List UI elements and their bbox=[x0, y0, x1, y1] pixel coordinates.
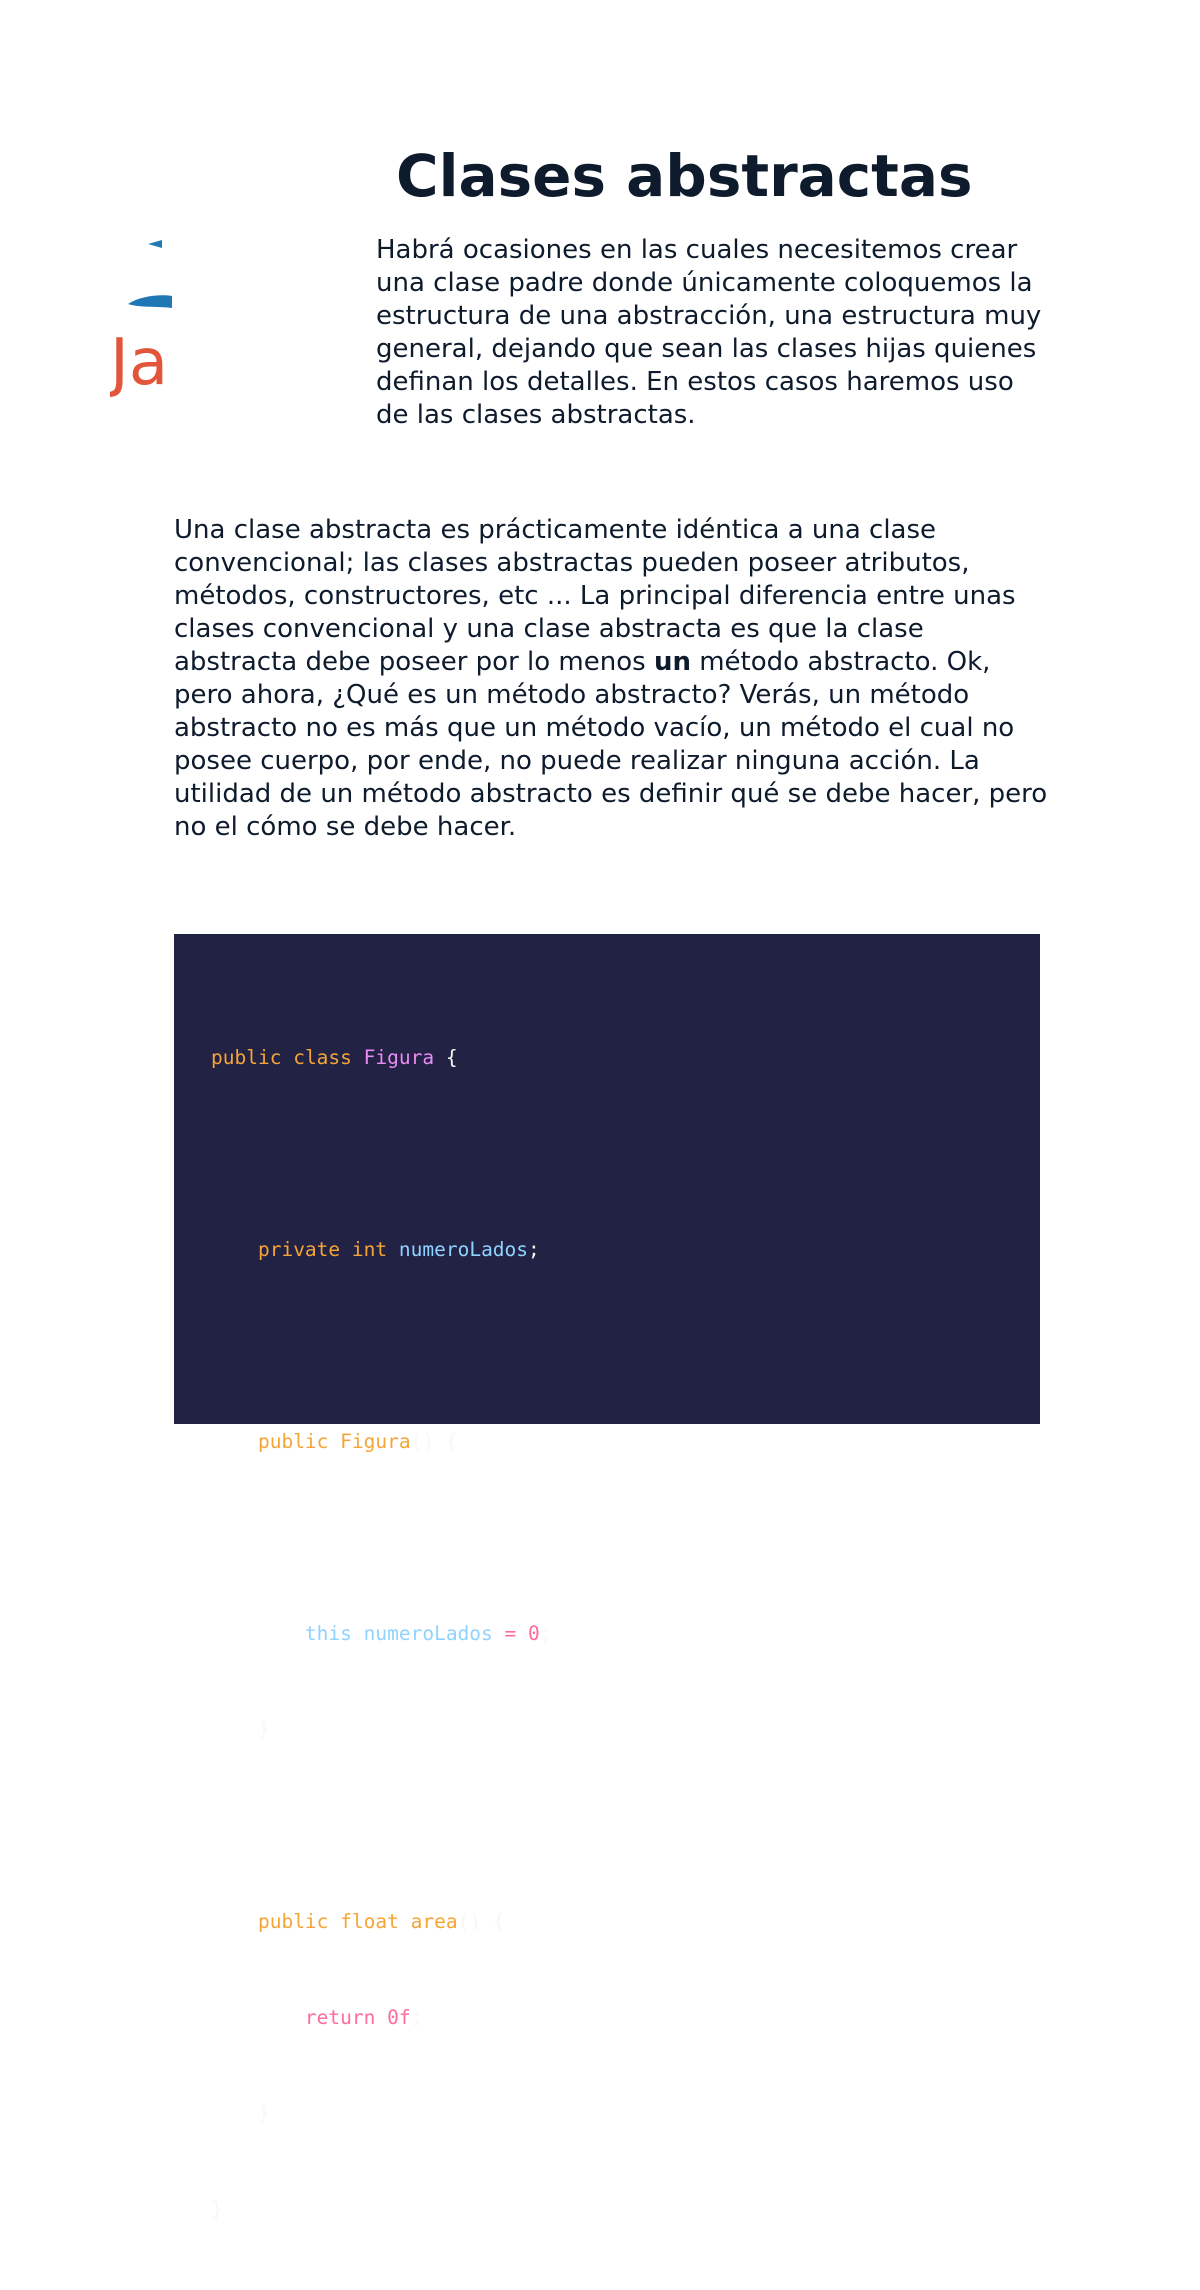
code-keyword-this: this bbox=[304, 1622, 352, 1645]
code-line-5 bbox=[211, 1714, 552, 1746]
code-punctuation: ; bbox=[539, 1622, 552, 1645]
code-variable: numeroLados bbox=[398, 1238, 529, 1261]
logo-text: Ja bbox=[110, 326, 169, 400]
cup-top-icon bbox=[148, 240, 162, 248]
code-keyword: int bbox=[351, 1238, 388, 1261]
code-content bbox=[211, 978, 552, 2290]
java-logo bbox=[110, 148, 172, 438]
code-operator: = bbox=[492, 1622, 529, 1645]
code-function-name: area bbox=[410, 1910, 458, 1933]
code-line-1 bbox=[211, 1042, 552, 1074]
code-number: 0 bbox=[528, 1622, 540, 1645]
logo-float-space bbox=[174, 234, 376, 432]
code-keyword: public bbox=[257, 1430, 329, 1453]
code-punctuation: () { bbox=[457, 1910, 505, 1933]
intro-paragraph bbox=[174, 234, 1054, 432]
code-keyword: private bbox=[257, 1238, 341, 1261]
code-punctuation: ; bbox=[410, 2006, 423, 2029]
code-line-7 bbox=[211, 2002, 552, 2034]
code-punctuation: () { bbox=[410, 1430, 458, 1453]
code-keyword: class bbox=[293, 1046, 352, 1069]
java-logo-icon bbox=[110, 148, 172, 438]
code-punctuation: . bbox=[351, 1622, 364, 1645]
body-paragraph-part-1: Una clase abstracta es prácticamente idéntica a una clase convencional; las clases abstractas pueden poseer atributos, métodos, constructores, etc ... La principal diferencia entre unas clases convencional y una clase abstracta es que la clase abstracta debe poseer por lo menos bbox=[174, 515, 1016, 677]
code-line-2 bbox=[211, 1234, 552, 1266]
code-punctuation: ; bbox=[528, 1238, 540, 1261]
code-block bbox=[174, 934, 1040, 2221]
intro-text: Habrá ocasiones en las cuales necesitemos crear una clase padre donde únicamente coloquemos la estructura de una abstracción, una estructura muy general, dejando que sean las clases hijas quienes definan los detalles. En estos casos haremos uso de las clases abstractas. bbox=[376, 235, 1042, 430]
code-line-6 bbox=[211, 1906, 552, 1938]
code-punctuation: { bbox=[434, 1046, 458, 1069]
code-line-3 bbox=[211, 1426, 552, 1458]
code-line-8 bbox=[211, 2098, 552, 2130]
code-keyword: float bbox=[340, 1910, 399, 1933]
code-keyword: public bbox=[257, 1910, 329, 1933]
code-number: 0f bbox=[387, 2006, 411, 2029]
code-line-empty bbox=[211, 1810, 552, 1842]
code-line-empty bbox=[211, 1330, 552, 1362]
code-class-name: Figura bbox=[363, 1046, 435, 1069]
code-line-4 bbox=[211, 1618, 552, 1650]
code-brace: } bbox=[211, 2198, 223, 2221]
code-line-empty bbox=[211, 1522, 552, 1554]
page-title: Clases abstractas bbox=[396, 142, 973, 210]
body-paragraph bbox=[174, 514, 1054, 844]
code-variable: numeroLados bbox=[363, 1622, 493, 1645]
cup-plate-icon bbox=[128, 295, 172, 308]
code-line-9 bbox=[211, 2194, 552, 2226]
code-keyword-return: return bbox=[304, 2006, 376, 2029]
code-line-empty bbox=[211, 1138, 552, 1170]
code-keyword: public bbox=[211, 1046, 282, 1069]
body-paragraph-bold: un bbox=[653, 647, 691, 677]
body-paragraph-part-2: método abstracto. Ok, pero ahora, ¿Qué es un método abstracto? Verás, un método abstracto no es más que un método vacío, un método el cual no posee cuerpo, por ende, no puede realizar ninguna acción. La utilidad de un método abstracto es definir qué se debe hacer, pero no el cómo se debe hacer. bbox=[174, 647, 1048, 842]
code-function-name: Figura bbox=[340, 1430, 411, 1453]
code-brace: } bbox=[257, 2102, 270, 2125]
code-brace: } bbox=[257, 1718, 270, 1741]
